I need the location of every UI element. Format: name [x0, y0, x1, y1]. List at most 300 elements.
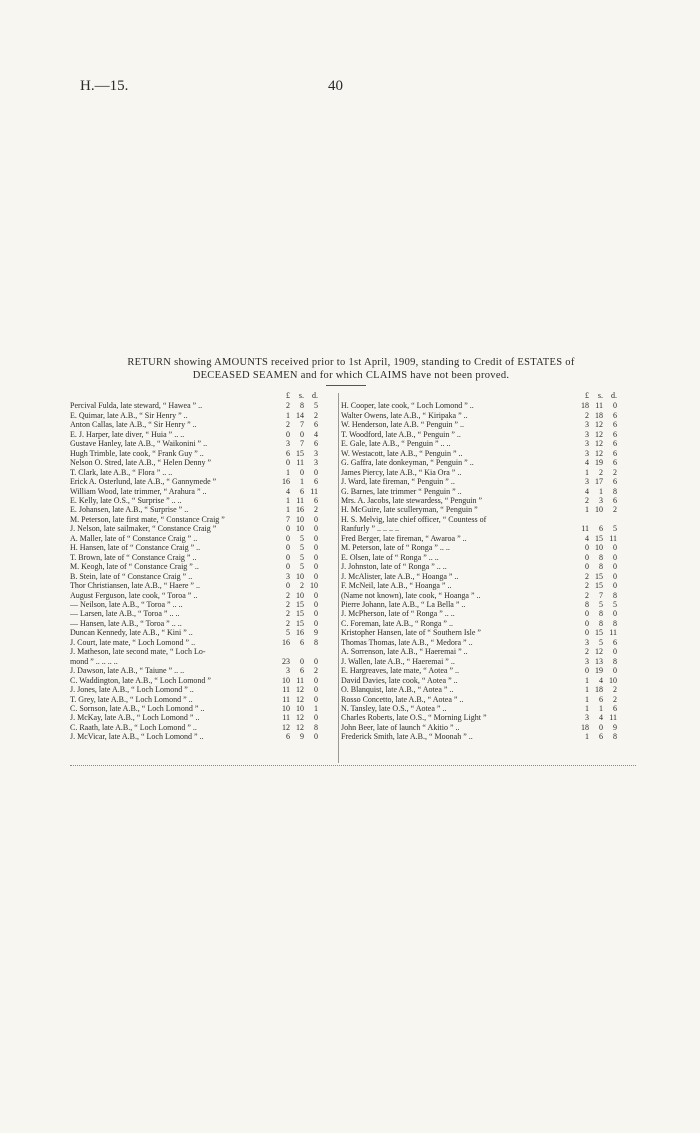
- pence-value: 8: [613, 656, 617, 666]
- pounds-value: 11: [282, 713, 290, 723]
- pounds-value: 0: [585, 618, 589, 628]
- pounds-value: 0: [286, 458, 290, 468]
- page-header: [80, 78, 640, 98]
- ledger-entry: [341, 420, 636, 429]
- pounds-value: 1: [286, 467, 290, 477]
- pounds-value: 3: [286, 666, 290, 676]
- entry-name: M. Peterson, late of “ Ronga ” .. ..: [341, 543, 450, 553]
- ledger-entry: [341, 411, 636, 420]
- ledger-entry: [341, 439, 636, 448]
- pence-value: 6: [613, 703, 617, 713]
- right-column: [341, 391, 636, 742]
- pence-value: 0: [613, 401, 617, 411]
- ledger-entry: [70, 458, 336, 467]
- pounds-value: 18: [581, 722, 589, 732]
- shillings-value: 8: [599, 618, 603, 628]
- shillings-value: 12: [595, 429, 603, 439]
- shillings-value: 15: [296, 599, 304, 609]
- bottom-rule: [70, 765, 636, 766]
- ledger-entry: [341, 695, 636, 704]
- pounds-value: 4: [286, 486, 290, 496]
- shillings-value: 7: [300, 420, 304, 430]
- pence-value: 0: [314, 590, 318, 600]
- shillings-value: 8: [599, 562, 603, 572]
- entry-name: William Wood, late trimmer, “ Arahura ” ..: [70, 486, 207, 496]
- pounds-value: 3: [585, 439, 589, 449]
- shillings-header: s.: [298, 391, 304, 400]
- pence-value: 5: [613, 524, 617, 534]
- shillings-value: 11: [296, 675, 304, 685]
- pence-value: 0: [314, 467, 318, 477]
- ledger-entry: [70, 487, 336, 496]
- pounds-value: 1: [585, 703, 589, 713]
- pence-value: [306, 647, 320, 656]
- ledger-entry: [70, 638, 336, 647]
- ledger-entry: [70, 562, 336, 571]
- ledger-entry: [70, 619, 336, 628]
- shillings-value: 4: [599, 675, 603, 685]
- pence-value: 4: [314, 429, 318, 439]
- entry-name: Walter Owens, late A.B., “ Kiripaka ” ..: [341, 410, 468, 420]
- ledger-entry: [341, 543, 636, 552]
- column-divider: [338, 393, 339, 763]
- title-line-1: RETURN showing AMOUNTS received prior to 1st April, 1909, standing to Credit of ESTATES of: [127, 357, 575, 368]
- pence-value: 5: [613, 599, 617, 609]
- pounds-value: 8: [585, 599, 589, 609]
- shillings-value: 5: [599, 599, 603, 609]
- ledger-entry: [341, 477, 636, 486]
- ledger-entry: [341, 685, 636, 694]
- entry-name: J. McAlister, late A.B., “ Hoanga ” ..: [341, 571, 459, 581]
- pence-value: 6: [314, 439, 318, 449]
- entry-name: A. Sorrenson, late A.B., “ Haeremai ” ..: [341, 647, 468, 657]
- pounds-value: 23: [282, 656, 290, 666]
- pounds-value: 4: [585, 458, 589, 468]
- shillings-value: 5: [300, 533, 304, 543]
- entry-name: Hugh Trimble, late cook, “ Frank Guy ” ..: [70, 448, 204, 458]
- entry-name: E. Hargreaves, late mate, “ Aotea ” ..: [341, 666, 460, 676]
- ledger-entry: [341, 619, 636, 628]
- pence-value: 2: [613, 505, 617, 515]
- shillings-value: 15: [595, 581, 603, 591]
- shillings-value: 12: [296, 685, 304, 695]
- pounds-value: 3: [286, 571, 290, 581]
- ledger-entry: [341, 591, 636, 600]
- shillings-header: s.: [597, 391, 603, 400]
- pounds-value: 2: [585, 647, 589, 657]
- pounds-value: 0: [585, 628, 589, 638]
- ledger-entry: [341, 401, 636, 410]
- pence-header: d.: [611, 391, 617, 400]
- ledger-entry: [70, 647, 336, 656]
- pounds-value: 3: [585, 429, 589, 439]
- pence-value: 0: [314, 685, 318, 695]
- entry-name: A. Maller, late of “ Constance Craig ” ..: [70, 533, 198, 543]
- entry-name: H. Cooper, late cook, “ Loch Lomond ” ..: [341, 401, 474, 411]
- pence-value: 0: [314, 713, 318, 723]
- pence-value: 6: [613, 477, 617, 487]
- entry-name: T. Woodford, late A.B., “ Penguin ” ..: [341, 429, 461, 439]
- ledger-entry: [70, 505, 336, 514]
- ledger-entry: [70, 581, 336, 590]
- entry-name: E. Johansen, late A.B., “ Surprise ” ..: [70, 505, 189, 515]
- pence-value: 8: [613, 618, 617, 628]
- entry-name: J. Jones, late A.B., “ Loch Lomond ” ..: [70, 685, 194, 695]
- entry-name: Kristopher Hansen, late of “ Southern Isle ”: [341, 628, 481, 638]
- ledger-entry: [341, 581, 636, 590]
- shillings-value: 15: [595, 571, 603, 581]
- pounds-value: 2: [286, 609, 290, 619]
- pounds-value: 2: [286, 618, 290, 628]
- ledger-entry: [70, 591, 336, 600]
- pence-value: 2: [314, 666, 318, 676]
- shillings-value: 9: [300, 732, 304, 742]
- shillings-value: 18: [595, 410, 603, 420]
- entry-name: J. Court, late mate, “ Loch Lomond ” ..: [70, 637, 196, 647]
- shillings-value: [292, 647, 306, 656]
- ledger-entry: [70, 666, 336, 675]
- shillings-value: 5: [300, 562, 304, 572]
- return-title: [68, 356, 634, 382]
- pence-value: 9: [613, 722, 617, 732]
- shillings-value: 15: [595, 533, 603, 543]
- shillings-value: 6: [300, 637, 304, 647]
- pounds-value: 3: [585, 448, 589, 458]
- pence-value: 2: [613, 694, 617, 704]
- entry-name: C. Raath, late A.B., “ Loch Lomond ” ..: [70, 722, 197, 732]
- shillings-value: 11: [595, 401, 603, 411]
- pence-value: 0: [314, 514, 318, 524]
- ledger-entry: [70, 515, 336, 524]
- shillings-value: 3: [599, 495, 603, 505]
- entry-name: J. Johnston, late of “ Ronga ” .. ..: [341, 562, 447, 572]
- unit-header-right: [341, 391, 636, 400]
- ledger-entry: [341, 562, 636, 571]
- entry-name: G. Barnes, late trimmer “ Penguin ” ..: [341, 486, 462, 496]
- pounds-value: 7: [286, 514, 290, 524]
- entry-name: C. Foreman, late A.B., “ Ronga ” ..: [341, 618, 453, 628]
- pence-header: d.: [312, 391, 318, 400]
- ledger-entry: [341, 657, 636, 666]
- ledger-entry: [70, 609, 336, 618]
- entry-name: Gustave Hanley, late A.B., “ Waikonini ” ..: [70, 439, 208, 449]
- entry-name: M. Keogh, late of “ Constance Craig ” ..: [70, 562, 199, 572]
- shillings-value: 18: [595, 685, 603, 695]
- shillings-value: 2: [599, 467, 603, 477]
- ledger-entry: [70, 713, 336, 722]
- pence-value: 6: [613, 637, 617, 647]
- pounds-value: 11: [581, 524, 589, 534]
- ledger-entry: [70, 420, 336, 429]
- pounds-value: 12: [282, 722, 290, 732]
- shillings-value: 10: [296, 571, 304, 581]
- pounds-value: 3: [286, 439, 290, 449]
- entry-name: Anton Callas, late A.B., “ Sir Henry ” ..: [70, 420, 197, 430]
- pounds-value: 2: [585, 571, 589, 581]
- shillings-value: 12: [595, 448, 603, 458]
- pounds-value: 16: [282, 477, 290, 487]
- ledger-entry: [341, 534, 636, 543]
- ledger-entry: [70, 572, 336, 581]
- shillings-value: 12: [296, 713, 304, 723]
- shillings-value: 16: [296, 505, 304, 515]
- ledger-entry: [70, 468, 336, 477]
- ledger-entry: [341, 524, 636, 533]
- entry-name: Thomas Thomas, late A.B., “ Medora ” ..: [341, 637, 473, 647]
- entry-name: E. Kelly, late O.S., “ Surprise ” .. ..: [70, 495, 182, 505]
- shillings-value: 10: [595, 505, 603, 515]
- entry-name: F. McNeil, late A.B., “ Hoanga ” ..: [341, 581, 452, 591]
- pence-value: 11: [609, 628, 617, 638]
- pence-value: 2: [613, 685, 617, 695]
- unit-header-left: [70, 391, 336, 400]
- ledger-entry: [70, 543, 336, 552]
- pence-value: 6: [314, 495, 318, 505]
- pence-value: 8: [314, 722, 318, 732]
- ledger-entry: [341, 572, 636, 581]
- pounds-value: 1: [585, 467, 589, 477]
- pence-value: 6: [613, 495, 617, 505]
- pence-value: 6: [613, 429, 617, 439]
- pounds-value: 0: [585, 609, 589, 619]
- shillings-value: 0: [300, 656, 304, 666]
- pence-value: 0: [314, 694, 318, 704]
- shillings-value: 6: [300, 666, 304, 676]
- shillings-value: 15: [296, 618, 304, 628]
- shillings-value: 16: [296, 628, 304, 638]
- pence-value: 2: [314, 505, 318, 515]
- pounds-value: 3: [585, 637, 589, 647]
- shillings-value: 15: [595, 628, 603, 638]
- pence-value: 1: [314, 703, 318, 713]
- entry-name: J. McVicar, late A.B., “ Loch Lomond ” ..: [70, 732, 204, 742]
- ledger-entry: [70, 676, 336, 685]
- shillings-value: 14: [296, 410, 304, 420]
- entry-name: James Piercy, late A.B., “ Kia Ora ” ..: [341, 467, 462, 477]
- shillings-value: 1: [300, 477, 304, 487]
- entry-name: J. Wallen, late A.B., “ Haeremai ” ..: [341, 656, 455, 666]
- ledger-entry: [341, 732, 636, 741]
- shillings-value: 10: [296, 703, 304, 713]
- pence-value: 6: [613, 448, 617, 458]
- pounds-value: 0: [585, 666, 589, 676]
- entry-name: J. Matheson, late second mate, “ Loch Lo-: [70, 647, 206, 657]
- entry-name: (Name not known), late cook, “ Hoanga ” ..: [341, 590, 481, 600]
- ledger-entry: [70, 553, 336, 562]
- shillings-value: 8: [599, 552, 603, 562]
- pence-value: 11: [609, 713, 617, 723]
- ledger-entry: [70, 401, 336, 410]
- pence-value: 0: [314, 609, 318, 619]
- shillings-value: 13: [595, 656, 603, 666]
- pounds-value: 2: [286, 599, 290, 609]
- pounds-value: 1: [585, 505, 589, 515]
- pounds-value: 3: [585, 656, 589, 666]
- shillings-value: 6: [300, 486, 304, 496]
- pounds-value: 0: [585, 562, 589, 572]
- entry-name: Fred Berger, late fireman, “ Awaroa ” ..: [341, 533, 467, 543]
- pounds-value: 2: [585, 495, 589, 505]
- shillings-value: 7: [599, 590, 603, 600]
- shillings-value: 10: [296, 524, 304, 534]
- pounds-value: 6: [286, 448, 290, 458]
- ledger-entry: [70, 628, 336, 637]
- page-number: 40: [328, 78, 343, 94]
- entry-name: M. Peterson, late first mate, “ Constance Craig ”: [70, 514, 225, 524]
- shillings-value: 11: [296, 495, 304, 505]
- pence-value: 0: [613, 562, 617, 572]
- pounds-value: 1: [286, 410, 290, 420]
- pence-value: 0: [314, 524, 318, 534]
- pounds-value: 0: [585, 552, 589, 562]
- pounds-value: 18: [581, 401, 589, 411]
- ledger-entry: [70, 439, 336, 448]
- pence-value: 10: [310, 581, 318, 591]
- pence-value: 8: [613, 732, 617, 742]
- pence-value: 5: [314, 401, 318, 411]
- pounds-value: 0: [286, 543, 290, 553]
- pounds-value: 2: [286, 401, 290, 411]
- ledger-entry: [341, 430, 636, 439]
- entry-name: — Larsen, late A.B., “ Toroa ” .. ..: [70, 609, 180, 619]
- shillings-value: 12: [296, 694, 304, 704]
- pence-value: 0: [314, 543, 318, 553]
- shillings-value: 6: [599, 694, 603, 704]
- pence-value: 0: [314, 675, 318, 685]
- pounds-value: 3: [585, 713, 589, 723]
- left-column: [70, 391, 336, 742]
- pounds-value: 1: [585, 675, 589, 685]
- ledger-entry: [70, 732, 336, 741]
- pounds-value: 11: [282, 694, 290, 704]
- pence-value: [605, 515, 619, 524]
- pounds-value: 10: [282, 703, 290, 713]
- shillings-value: 2: [300, 581, 304, 591]
- ledger-entry: [341, 487, 636, 496]
- entry-name: G. Gaffra, late donkeyman, “ Penguin ” ..: [341, 458, 474, 468]
- entry-name: Nelson O. Stred, late A.B., “ Helen Denny ”: [70, 458, 212, 468]
- entry-name: mond ” .. .. .. ..: [70, 656, 118, 666]
- pounds-value: 3: [585, 477, 589, 487]
- pounds-value: 0: [585, 543, 589, 553]
- pounds-value: 0: [286, 581, 290, 591]
- shillings-value: 12: [296, 722, 304, 732]
- pounds-value: 0: [286, 552, 290, 562]
- entry-name: T. Grey, late A.B., “ Loch Lomond ” ..: [70, 694, 193, 704]
- pounds-value: [577, 515, 591, 524]
- pounds-value: 11: [282, 685, 290, 695]
- pounds-value: 1: [585, 732, 589, 742]
- ledger-entry: [70, 449, 336, 458]
- entry-name: T. Clark, late A.B., “ Flora ” .. ..: [70, 467, 173, 477]
- pence-value: 2: [314, 410, 318, 420]
- shillings-value: 0: [300, 467, 304, 477]
- pounds-value: 4: [585, 486, 589, 496]
- pounds-value: 4: [585, 533, 589, 543]
- entry-name: J. Nelson, late sailmaker, “ Constance Craig ”: [70, 524, 217, 534]
- ledger-entry: [70, 685, 336, 694]
- pence-value: 11: [609, 533, 617, 543]
- pence-value: 0: [314, 552, 318, 562]
- pence-value: 6: [613, 410, 617, 420]
- entry-name: — Neilson, late A.B., “ Toroa ” .. ..: [70, 599, 183, 609]
- ledger-entry: [70, 704, 336, 713]
- ledger-entry: [70, 657, 336, 666]
- shillings-value: 8: [599, 609, 603, 619]
- pounds-value: 1: [286, 495, 290, 505]
- entry-name: J. Ward, late fireman, “ Penguin ” ..: [341, 477, 455, 487]
- ledger-entry: [70, 695, 336, 704]
- pounds-value: 0: [286, 533, 290, 543]
- pence-value: 6: [314, 477, 318, 487]
- shillings-value: 8: [300, 401, 304, 411]
- pounds-value: 6: [286, 732, 290, 742]
- pounds-value: 1: [585, 685, 589, 695]
- shillings-value: 6: [599, 732, 603, 742]
- ledger-entry: [341, 666, 636, 675]
- ledger-entry: [70, 411, 336, 420]
- shillings-value: 10: [296, 590, 304, 600]
- ledger-entry: [70, 496, 336, 505]
- pence-value: 0: [314, 732, 318, 742]
- pounds-header: £: [585, 391, 589, 400]
- shillings-value: 5: [300, 543, 304, 553]
- entry-name: Rosso Concetto, late A.B., “ Aotea ” ..: [341, 694, 464, 704]
- pounds-value: 0: [286, 429, 290, 439]
- pence-value: 6: [613, 420, 617, 430]
- title-line-2: DECEASED SEAMEN and for which CLAIMS have not been proved.: [192, 370, 510, 381]
- shillings-value: 15: [296, 448, 304, 458]
- shillings-value: 12: [595, 439, 603, 449]
- pounds-header: £: [286, 391, 290, 400]
- shillings-value: 17: [595, 477, 603, 487]
- ledger-entry: [341, 676, 636, 685]
- ledger-entry: [341, 449, 636, 458]
- pence-value: 0: [613, 647, 617, 657]
- entry-name: C. Sornson, late A.B., “ Loch Lomond ” ..: [70, 703, 205, 713]
- ledger-entry: [70, 477, 336, 486]
- pounds-value: 16: [282, 637, 290, 647]
- shillings-value: 1: [599, 703, 603, 713]
- shillings-value: 5: [599, 637, 603, 647]
- pounds-value: 0: [286, 562, 290, 572]
- ledger-entry: [341, 553, 636, 562]
- entry-name: Thor Christiansen, late A.B., “ Haere ” ..: [70, 581, 200, 591]
- entry-name: N. Tansley, late O.S., “ Aotea ” ..: [341, 703, 447, 713]
- pounds-value: 0: [286, 524, 290, 534]
- shillings-value: 15: [296, 609, 304, 619]
- shillings-value: 19: [595, 666, 603, 676]
- entry-name: O. Blanquist, late A.B., “ Aotea ” ..: [341, 685, 454, 695]
- entry-name: Pierre Johann, late A.B., “ La Bella ” ..: [341, 599, 466, 609]
- entry-name: B. Stein, late of “ Constance Craig ” ..: [70, 571, 193, 581]
- pence-value: 6: [613, 458, 617, 468]
- shillings-value: 12: [595, 647, 603, 657]
- ledger-entry: [341, 505, 636, 514]
- pounds-value: 2: [286, 420, 290, 430]
- pence-value: 0: [613, 609, 617, 619]
- entry-name: J. McPherson, late of “ Ronga ” .. ..: [341, 609, 455, 619]
- pence-value: 0: [613, 571, 617, 581]
- shillings-value: 10: [595, 543, 603, 553]
- entry-name: E. Olsen, late of “ Ronga ” .. ..: [341, 552, 439, 562]
- ledger-entry: [70, 524, 336, 533]
- ledger-entry: [70, 723, 336, 732]
- ledger-entry: [341, 458, 636, 467]
- pounds-value: 2: [585, 581, 589, 591]
- entry-name: John Beer, late of launch “ Akitio ” ..: [341, 722, 460, 732]
- pounds-value: 2: [585, 410, 589, 420]
